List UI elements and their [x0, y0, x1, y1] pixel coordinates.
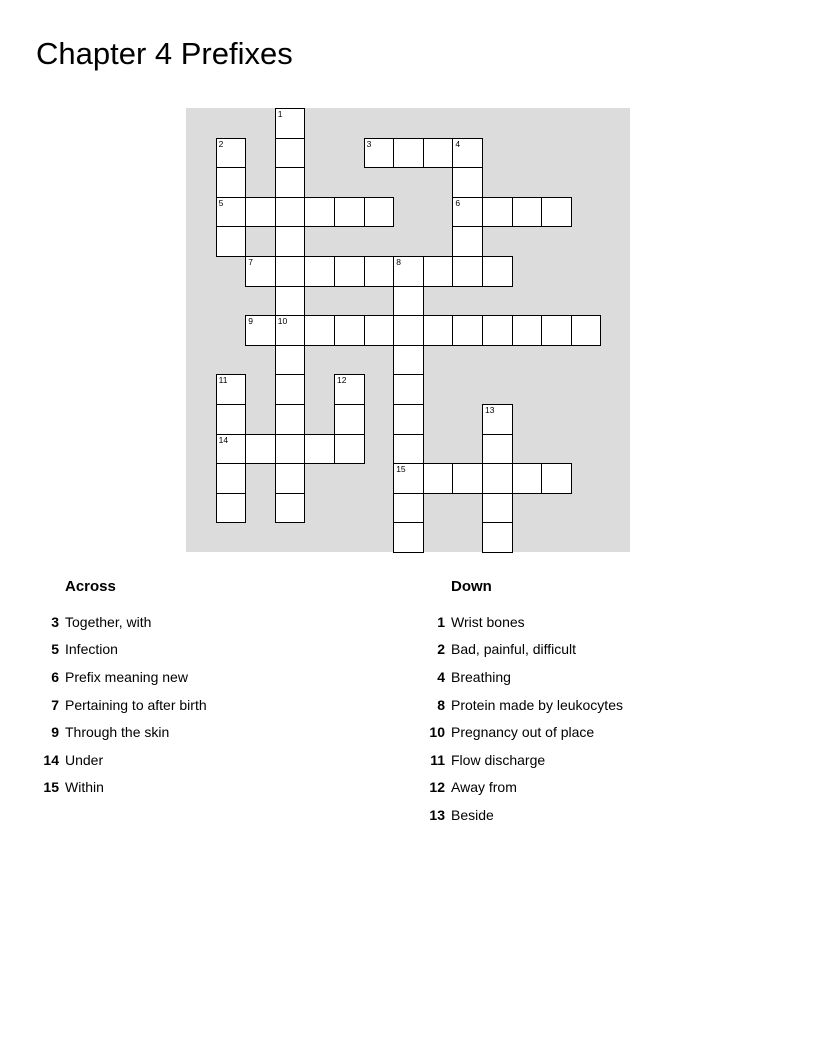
clue-number: 11: [430, 751, 445, 768]
clue-number: 9: [51, 724, 59, 741]
grid-cell[interactable]: [452, 138, 483, 169]
grid-cell[interactable]: [541, 315, 572, 346]
cell-number: 3: [366, 138, 372, 149]
grid-cell[interactable]: [304, 197, 335, 228]
grid-cell[interactable]: [393, 434, 424, 465]
clue-text: Protein made by leukocytes: [451, 696, 623, 713]
clue-item: [422, 691, 722, 719]
down-clues: [422, 576, 722, 829]
clue-text: Through the skin: [65, 724, 170, 741]
grid-cell[interactable]: [216, 167, 247, 198]
grid-cell[interactable]: [245, 197, 276, 228]
grid-cell[interactable]: [423, 315, 454, 346]
cell-number: 15: [396, 464, 406, 475]
grid-cell[interactable]: [245, 315, 276, 346]
clue-item: [422, 774, 722, 802]
grid-cell[interactable]: [216, 374, 247, 405]
grid-cell[interactable]: [512, 463, 543, 494]
grid-cell[interactable]: [393, 345, 424, 376]
clue-text: Beside: [451, 806, 494, 823]
grid-cell[interactable]: [275, 197, 306, 228]
grid-cell[interactable]: [393, 522, 424, 553]
grid-cell[interactable]: [393, 404, 424, 435]
grid-cell[interactable]: [275, 167, 306, 198]
grid-cell[interactable]: [482, 315, 513, 346]
grid-cell[interactable]: [275, 138, 306, 169]
grid-cell[interactable]: [216, 197, 247, 228]
grid-cell[interactable]: [275, 315, 306, 346]
grid-cell[interactable]: [304, 315, 335, 346]
grid-cell[interactable]: [216, 493, 247, 524]
grid-cell[interactable]: [364, 256, 395, 287]
grid-cell[interactable]: [216, 463, 247, 494]
cell-number: 14: [218, 434, 229, 445]
clue-item: [36, 691, 336, 719]
clue-item: [36, 718, 336, 746]
clue-item: [36, 608, 336, 636]
down-clue-list: [422, 608, 722, 829]
grid-cell[interactable]: [482, 493, 513, 524]
grid-cell[interactable]: [452, 315, 483, 346]
grid-cell[interactable]: [541, 197, 572, 228]
clue-item: [36, 663, 336, 691]
cell-number: 4: [455, 138, 461, 149]
grid-cell[interactable]: [275, 463, 306, 494]
cell-number: 12: [337, 375, 347, 386]
grid-cell[interactable]: [571, 315, 602, 346]
clue-number: 8: [437, 696, 445, 713]
down-heading: Down: [451, 578, 492, 595]
grid-cell[interactable]: [482, 522, 513, 553]
crossword-grid: [186, 108, 630, 552]
clue-number: 6: [51, 668, 59, 685]
grid-cell[interactable]: [304, 256, 335, 287]
cell-number: 13: [485, 405, 495, 415]
grid-cell[interactable]: [393, 286, 424, 317]
grid-cell[interactable]: [423, 256, 454, 287]
grid-cell[interactable]: [482, 197, 513, 228]
grid-cell[interactable]: [334, 374, 365, 405]
grid-cell[interactable]: [245, 256, 276, 287]
grid-cell[interactable]: [393, 493, 424, 524]
clue-number: 7: [51, 696, 59, 713]
grid-cell[interactable]: [275, 286, 306, 317]
clue-text: Flow discharge: [451, 751, 546, 768]
cell-number: 1: [277, 109, 283, 119]
grid-cell[interactable]: [334, 256, 365, 287]
clue-number: 3: [51, 613, 59, 630]
clue-number: 2: [437, 641, 445, 658]
cell-number: 6: [455, 197, 461, 208]
grid-cell[interactable]: [393, 374, 424, 405]
across-clue-list: [36, 608, 336, 801]
clue-text: Bad, painful, difficult: [451, 641, 577, 658]
grid-cell[interactable]: [275, 256, 306, 287]
cell-number: 9: [248, 316, 253, 327]
grid-cell[interactable]: [423, 463, 454, 494]
across-heading: Across: [65, 578, 116, 595]
clue-item: [422, 636, 722, 664]
clue-text: Pertaining to after birth: [65, 696, 207, 713]
page-title: Chapter 4 Prefixes: [36, 36, 293, 71]
grid-cell[interactable]: [393, 138, 424, 169]
clue-number: 14: [43, 751, 59, 768]
grid-cell[interactable]: [482, 256, 513, 287]
across-clues: [36, 576, 336, 801]
grid-cell[interactable]: [393, 315, 424, 346]
clue-number: 5: [51, 641, 59, 658]
clue-text: Within: [65, 779, 104, 796]
grid-cell[interactable]: [364, 197, 395, 228]
cell-number: 7: [248, 257, 253, 267]
grid-cell[interactable]: [482, 463, 513, 494]
grid-cell[interactable]: [423, 138, 454, 169]
grid-cell[interactable]: [452, 256, 483, 287]
clue-text: Pregnancy out of place: [451, 724, 595, 741]
grid-cell[interactable]: [216, 226, 247, 257]
grid-cell[interactable]: [393, 463, 424, 494]
grid-cell[interactable]: [452, 167, 483, 198]
grid-cell[interactable]: [245, 434, 276, 465]
clue-text: Together, with: [65, 613, 152, 630]
grid-cell[interactable]: [452, 197, 483, 228]
clue-item: [422, 718, 722, 746]
clue-item: [422, 608, 722, 636]
grid-cell[interactable]: [216, 404, 247, 435]
grid-cell[interactable]: [364, 315, 395, 346]
clue-number: 15: [43, 779, 59, 796]
grid-cell[interactable]: [334, 315, 365, 346]
grid-cell[interactable]: [275, 434, 306, 465]
cell-number: 5: [218, 197, 224, 208]
grid-cell[interactable]: [334, 434, 365, 465]
clue-text: Away from: [451, 779, 517, 796]
clue-item: [36, 636, 336, 664]
grid-cell[interactable]: [452, 463, 483, 494]
grid-cell[interactable]: [216, 138, 247, 169]
grid-cell[interactable]: [364, 138, 395, 169]
clue-number: 12: [429, 779, 445, 796]
cell-number: 10: [277, 316, 288, 327]
clue-text: Infection: [65, 641, 118, 658]
grid-cell[interactable]: [393, 256, 424, 287]
grid-cell[interactable]: [512, 315, 543, 346]
clue-text: Breathing: [451, 668, 511, 685]
grid-cell[interactable]: [275, 374, 306, 405]
clue-item: [422, 801, 722, 829]
grid-cell[interactable]: [275, 404, 306, 435]
grid-cell[interactable]: [216, 434, 247, 465]
clue-text: Prefix meaning new: [65, 668, 188, 685]
clue-item: [422, 746, 722, 774]
grid-cell[interactable]: [512, 197, 543, 228]
grid-cell[interactable]: [275, 345, 306, 376]
grid-cell[interactable]: [541, 463, 572, 494]
clue-text: Under: [65, 751, 104, 768]
cell-number: 8: [396, 257, 401, 267]
grid-cell[interactable]: [275, 493, 306, 524]
clue-item: [422, 663, 722, 691]
clue-number: 10: [429, 724, 445, 741]
cell-number: 2: [218, 138, 224, 149]
grid-cell[interactable]: [304, 434, 335, 465]
cell-number: 11: [218, 375, 228, 386]
clue-text: Wrist bones: [451, 613, 525, 630]
clue-item: [36, 746, 336, 774]
grid-cell[interactable]: [482, 434, 513, 465]
grid-cell[interactable]: [334, 197, 365, 228]
grid-cell[interactable]: [275, 226, 306, 257]
clue-item: [36, 774, 336, 802]
clue-number: 4: [437, 668, 445, 685]
clue-number: 1: [437, 613, 445, 630]
clue-number: 13: [429, 806, 445, 823]
grid-cell[interactable]: [482, 404, 513, 435]
grid-cell[interactable]: [334, 404, 365, 435]
grid-cell[interactable]: [452, 226, 483, 257]
grid-cell[interactable]: [275, 108, 306, 139]
